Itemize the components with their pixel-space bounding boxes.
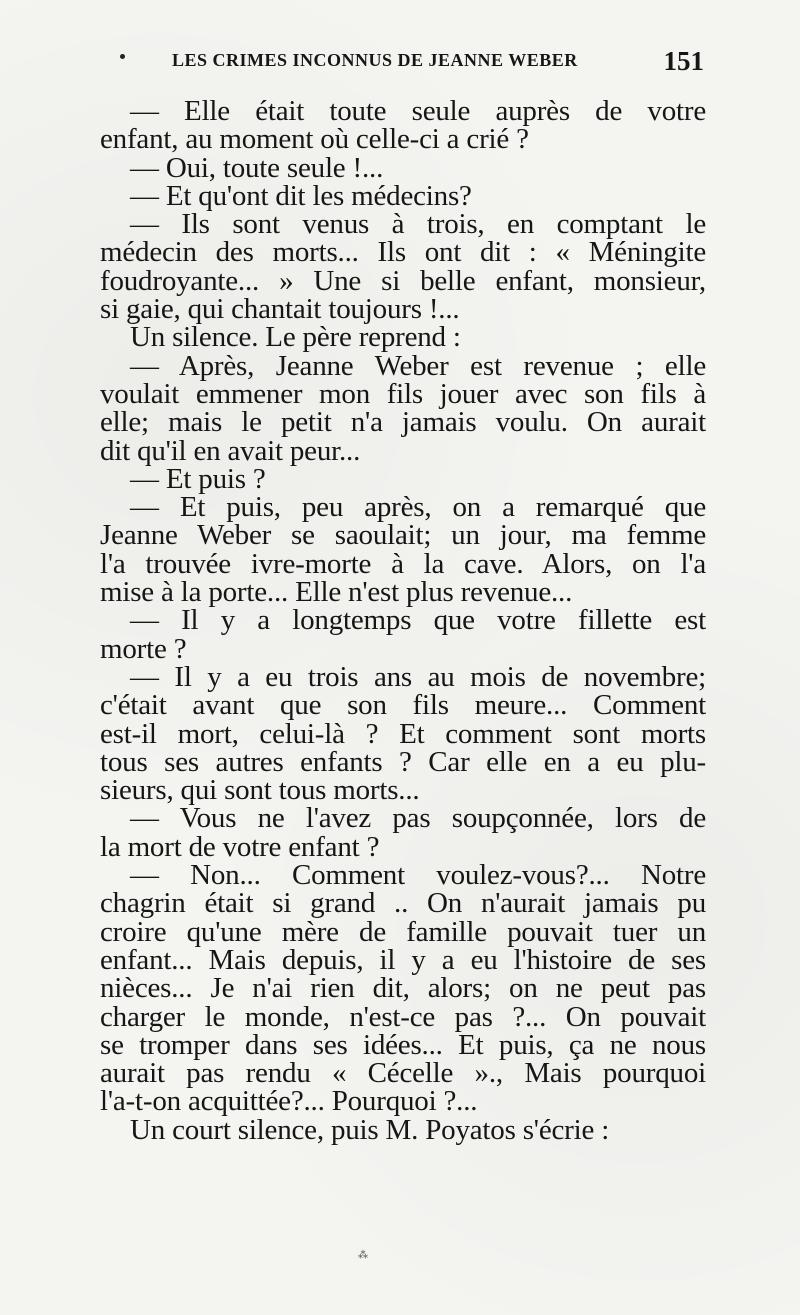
text-line: — Et puis, peu après, on a remarqué que — [130, 491, 706, 524]
header-dot — [120, 54, 125, 59]
body-text — [100, 97, 706, 1144]
text-line: aurait pas rendu « Cécelle »., Mais pourquoi — [100, 1057, 706, 1090]
text-line: voulait emmener mon fils jouer avec son fils à — [100, 377, 706, 410]
text-line: croire qu'une mère de famille pouvait tuer un — [100, 915, 706, 948]
text-line: si gaie, qui chantait toujours !... — [100, 293, 460, 326]
page-number: 151 — [663, 46, 704, 76]
text-line: — Elle était toute seule auprès de votre — [130, 95, 706, 127]
text-line: Un silence. Le père reprend : — [130, 321, 461, 354]
text-line: sieurs, qui sont tous morts... — [100, 774, 420, 807]
running-head — [120, 46, 710, 76]
text-line: morte ? — [100, 632, 187, 665]
text-line: — Il y a eu trois ans au mois de novembre; — [130, 660, 706, 693]
text-line: nièces... Je n'ai rien dit, alors; on ne peut pas — [100, 972, 706, 1005]
text-line: — Il y a longtemps que votre fillette est — [130, 604, 706, 637]
text-line: Un court silence, puis M. Poyatos s'écrie : — [130, 1113, 610, 1146]
text-line: la mort de votre enfant ? — [100, 830, 380, 863]
text-line: Jeanne Weber se saoulait; un jour, ma femme — [100, 519, 706, 552]
text-line: — Vous ne l'avez pas soupçonnée, lors de — [130, 802, 706, 835]
text-line: — Non... Comment voulez-vous?... Notre — [130, 859, 706, 892]
text-line: se tromper dans ses idées... Et puis, ça ne nous — [100, 1028, 706, 1061]
text-line: — Et qu'ont dit les médecins? — [130, 179, 472, 212]
text-line: chagrin était si grand .. On n'aurait jamais pu — [100, 887, 706, 920]
text-line: — Ils sont venus à trois, en comptant le — [130, 208, 706, 241]
text-line: l'a trouvée ivre-morte à la cave. Alors, on l'a — [100, 547, 706, 580]
text-line: est-il mort, celui-là ? Et comment sont morts — [100, 717, 706, 750]
text-line: enfant, au moment où celle-ci a crié ? — [100, 123, 529, 156]
text-line: — Oui, toute seule !... — [130, 151, 384, 184]
printer-mark: ⁂ — [358, 1250, 368, 1261]
text-line: c'était avant que son fils meure... Comment — [100, 689, 706, 722]
text-line: dit qu'il en avait peur... — [100, 434, 361, 467]
running-head-title: LES CRIMES INCONNUS DE JEANNE WEBER — [172, 50, 578, 70]
text-line: l'a-t-on acquittée?... Pourquoi ?... — [100, 1085, 478, 1118]
text-line: charger le monde, n'est-ce pas ?... On pouvait — [100, 1000, 706, 1033]
text-line: enfant... Mais depuis, il y a eu l'histoire de ses — [100, 943, 706, 976]
text-line: mise à la porte... Elle n'est plus revenue... — [100, 576, 573, 609]
text-line: — Après, Jeanne Weber est revenue ; elle — [130, 349, 706, 382]
text-line: médecin des morts... Ils ont dit : « Méningite — [100, 236, 706, 269]
text-line: foudroyante... » Une si belle enfant, monsieur, — [100, 264, 706, 297]
text-line: tous ses autres enfants ? Car elle en a eu plu- — [100, 745, 706, 778]
text-line: elle; mais le petit n'a jamais voulu. On aurait — [100, 406, 706, 439]
text-line: — Et puis ? — [130, 462, 266, 495]
